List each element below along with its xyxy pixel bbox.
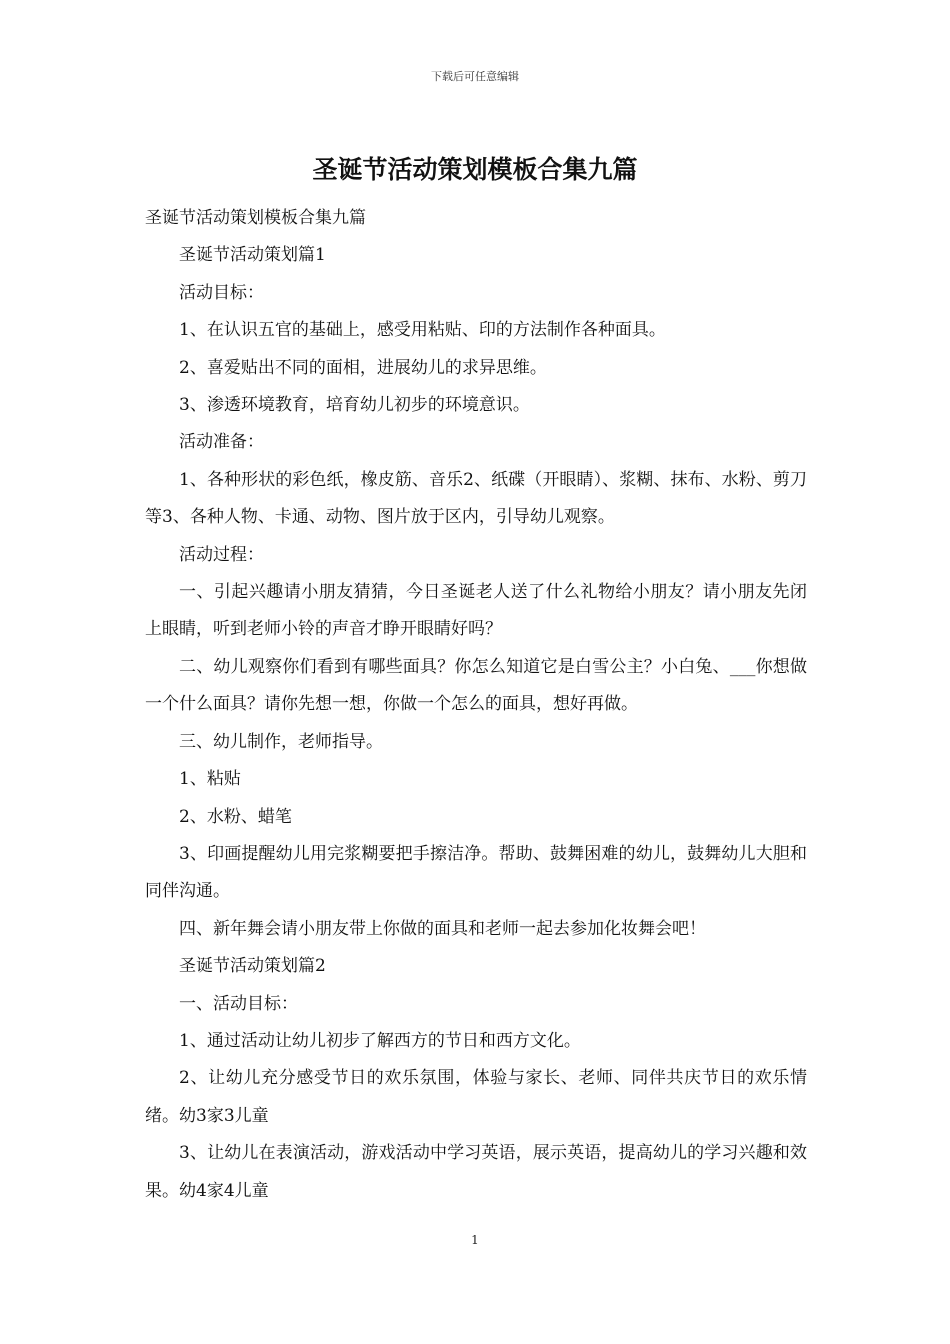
paragraph: 活动目标： bbox=[179, 282, 264, 303]
paragraph: 2、让幼儿充分感受节日的欢乐氛围，体验与家长、老师、同伴共庆节日的欢乐情绪。幼3家3儿童 bbox=[145, 1068, 807, 1126]
paragraph: 1、通过活动让幼儿初步了解西方的节日和西方文化。 bbox=[179, 1030, 581, 1051]
page-header: 下载后可任意编辑 bbox=[431, 70, 519, 83]
paragraph-subtitle: 圣诞节活动策划模板合集九篇 bbox=[145, 208, 366, 228]
paragraph: 三、幼儿制作，老师指导。 bbox=[179, 731, 383, 752]
paragraph: 3、让幼儿在表演活动，游戏活动中学习英语，展示英语，提高幼儿的学习兴趣和效果。幼4家4儿童 bbox=[145, 1143, 807, 1201]
paragraph: 圣诞节活动策划篇1 bbox=[179, 245, 326, 266]
paragraph: 一、引起兴趣请小朋友猜猜，今日圣诞老人送了什么礼物给小朋友？请小朋友先闭上眼睛，听到老师小铃的声音才睁开眼睛好吗？ bbox=[145, 582, 807, 640]
paragraph: 圣诞节活动策划篇2 bbox=[179, 956, 326, 977]
paragraph: 3、渗透环境教育，培育幼儿初步的环境意识。 bbox=[179, 395, 530, 416]
paragraph: 二、幼儿观察你们看到有哪些面具？你怎么知道它是白雪公主？小白兔、___你想做一个什么面具？请你先想一想，你做一个怎么的面具，想好再做。 bbox=[145, 656, 807, 715]
paragraph: 1、各种形状的彩色纸，橡皮筋、音乐2、纸碟（开眼睛）、浆糊、抹布、水粉、剪刀等3、各种人物、卡通、动物、图片放于区内，引导幼儿观察。 bbox=[145, 469, 807, 528]
paragraph: 活动过程： bbox=[179, 544, 264, 565]
paragraph: 一、活动目标： bbox=[179, 993, 298, 1014]
paragraph: 1、粘贴 bbox=[179, 769, 241, 790]
paragraph: 3、印画提醒幼儿用完浆糊要把手擦洁净。帮助、鼓舞困难的幼儿，鼓舞幼儿大胆和同伴沟通。 bbox=[145, 843, 807, 902]
paragraph: 四、新年舞会请小朋友带上你做的面具和老师一起去参加化妆舞会吧！ bbox=[179, 918, 706, 939]
page-number: 1 bbox=[471, 1233, 479, 1247]
paragraph: 1、在认识五官的基础上，感受用粘贴、印的方法制作各种面具。 bbox=[179, 320, 666, 341]
paragraph: 2、喜爱贴出不同的面相，进展幼儿的求异思维。 bbox=[179, 357, 547, 378]
document-body bbox=[145, 200, 807, 1210]
paragraph: 活动准备： bbox=[179, 432, 264, 453]
paragraph: 2、水粉、蜡笔 bbox=[179, 806, 292, 827]
document-title: 圣诞节活动策划模板合集九篇 bbox=[312, 155, 638, 184]
